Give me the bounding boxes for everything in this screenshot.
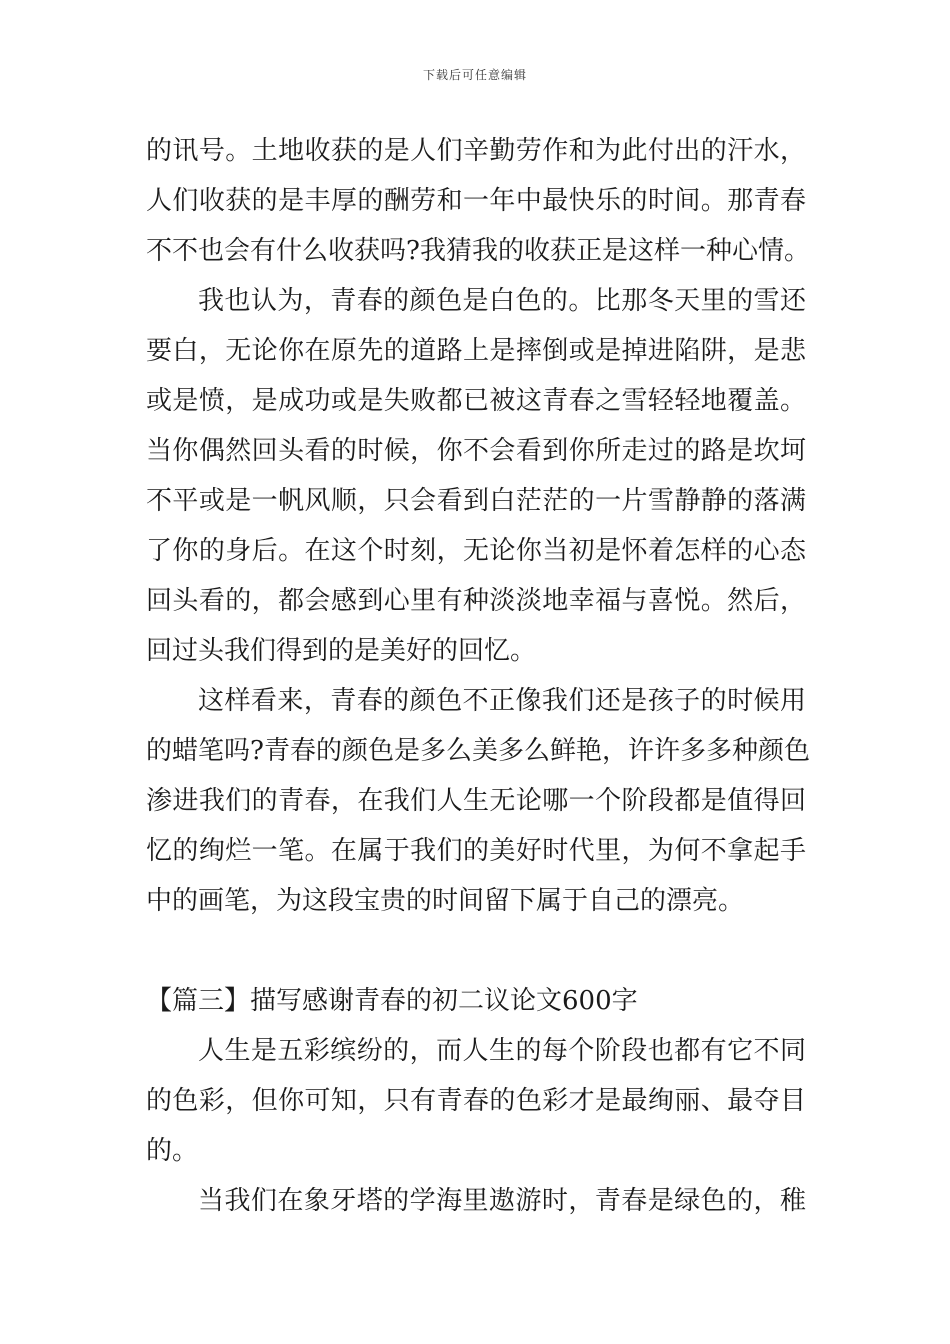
text-line: 的蜡笔吗?青春的颜色是多么美多么鲜艳，许许多多种颜色 xyxy=(146,736,810,766)
text-line: 要白，无论你在原先的道路上是摔倒或是掉进陷阱，是悲 xyxy=(146,336,806,366)
text-line: 渗进我们的青春，在我们人生无论哪一个阶段都是值得回 xyxy=(146,786,806,816)
paragraph xyxy=(146,676,810,926)
text-line: 当你偶然回头看的时候，你不会看到你所走过的路是坎坷 xyxy=(146,436,806,466)
text-line: 不不也会有什么收获吗?我猜我的收获正是这样一种心情。 xyxy=(146,236,810,266)
text-line: 人生是五彩缤纷的，而人生的每个阶段也都有它不同 xyxy=(198,1036,806,1066)
paragraph xyxy=(146,1176,806,1226)
text-line: 这样看来，青春的颜色不正像我们还是孩子的时候用 xyxy=(198,686,806,716)
text-line: 当我们在象牙塔的学海里遨游时，青春是绿色的，稚 xyxy=(198,1186,806,1216)
text-line: 或是愤，是成功或是失败都已被这青春之雪轻轻地覆盖。 xyxy=(146,386,806,416)
text-line: 不平或是一帆风顺，只会看到白茫茫的一片雪静静的落满 xyxy=(146,486,806,516)
text-line: 人们收获的是丰厚的酬劳和一年中最快乐的时间。那青春 xyxy=(146,186,806,216)
paragraph xyxy=(146,126,810,276)
document-body xyxy=(146,126,810,1226)
text-line: 的色彩，但你可知，只有青春的色彩才是最绚丽、最夺目 xyxy=(146,1086,806,1116)
text-line: 回过头我们得到的是美好的回忆。 xyxy=(146,636,537,666)
section-spacer xyxy=(146,926,806,976)
text-line: 中的画笔，为这段宝贵的时间留下属于自己的漂亮。 xyxy=(146,886,745,916)
text-line: 我也认为，青春的颜色是白色的。比那冬天里的雪还 xyxy=(198,286,806,316)
paragraph xyxy=(146,276,806,676)
section-title: 【篇三】描写感谢青春的初二议论文600字 xyxy=(146,986,638,1016)
text-line: 的。 xyxy=(146,1136,199,1166)
paragraph xyxy=(146,1026,806,1176)
page-header: 下载后可任意编辑 xyxy=(422,68,527,82)
text-line: 的讯号。土地收获的是人们辛勤劳作和为此付出的汗水， xyxy=(146,136,806,166)
text-line: 了你的身后。在这个时刻，无论你当初是怀着怎样的心态 xyxy=(146,536,806,566)
text-line: 忆的绚烂一笔。在属于我们的美好时代里，为何不拿起手 xyxy=(146,836,806,866)
text-line: 回头看的，都会感到心里有种淡淡地幸福与喜悦。然后， xyxy=(146,586,806,616)
